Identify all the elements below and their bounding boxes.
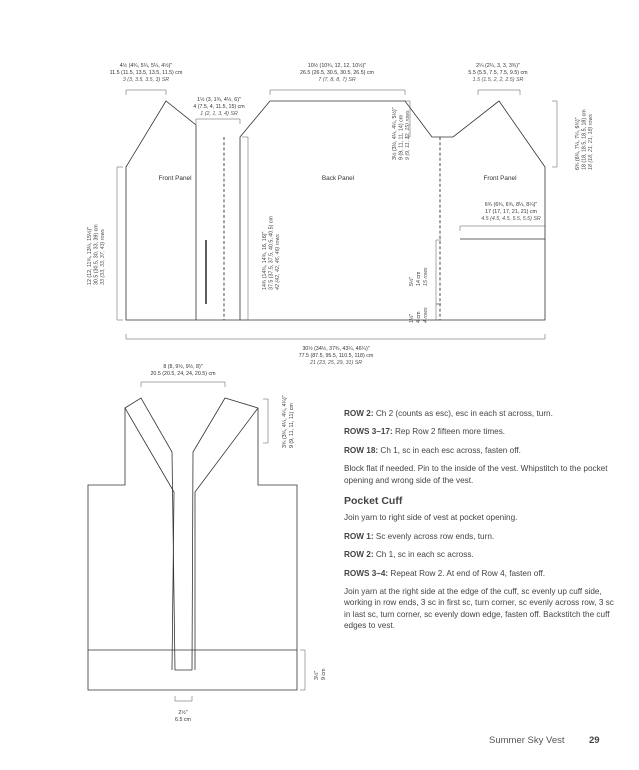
back-panel-label: Back Panel bbox=[321, 175, 355, 182]
right-height-dim-sr: 18 (18, 21, 21, 18) rows bbox=[588, 114, 594, 170]
collar-outline bbox=[88, 398, 297, 690]
dim-top-right bbox=[478, 90, 520, 95]
dim-bottom-width bbox=[126, 334, 545, 339]
top-right-dim-sr: 1.5 (1.5, 2, 2, 2.5) SR bbox=[472, 77, 524, 83]
collar-bottom-dim-in: 2½" bbox=[178, 710, 188, 716]
top-left-dim-sr: 3 (3, 3.5, 3.5, 3) SR bbox=[122, 77, 170, 83]
pocket-height-dim-sr: 15 rows bbox=[423, 267, 429, 286]
center-height-dim-in: 14¾ (14¾, 14¾, 16, 16)" bbox=[262, 231, 268, 290]
front-panel-right-label: Front Panel bbox=[483, 175, 517, 182]
collar-inner-v bbox=[125, 408, 258, 670]
instruction-rows3-17: ROWS 3–17: Rep Row 2 fifteen more times. bbox=[344, 427, 506, 437]
pocket-width-dim-sr: 4.5 (4.5, 4.5, 5.5, 5.5) SR bbox=[481, 216, 541, 222]
top-right-dim-cm: 5.5 (5.5, 7.5, 7.5, 9.5) cm bbox=[468, 70, 528, 76]
left-height-dim-sr: 33 (33, 33, 37, 43) rows bbox=[100, 229, 106, 285]
instruction-cuff-row2: ROW 2: Ch 1, sc in each sc across. bbox=[344, 550, 474, 560]
top-center-dim-sr: 7 (7, 8, 8, 7) SR bbox=[318, 77, 356, 83]
top-left-dim-in: 4½ (4¾, 5¼, 5¼, 4½)" bbox=[119, 63, 173, 69]
top-right-dim-in: 2¼ (2¼, 3, 3, 3¾)" bbox=[476, 63, 520, 69]
instruction-row2: ROW 2: Ch 2 (counts as esc), esc in each st across, turn. bbox=[344, 409, 553, 418]
top-left-dim-cm: 11.5 (11.5, 13.5, 13.5, 11.5) cm bbox=[109, 70, 183, 76]
page-number: 29 bbox=[589, 735, 600, 746]
hem-height-dim-in: 1½" bbox=[409, 313, 415, 323]
instruction-cuff-rows3-4: ROWS 3–4: Repeat Row 2. At end of Row 4, fasten off. bbox=[344, 568, 546, 578]
center-height-dim-sr: 42 (42, 42, 46, 46) rows bbox=[275, 234, 281, 290]
collar-bottom-dim-cm: 6.5 cm bbox=[175, 717, 191, 723]
dim-center-height bbox=[242, 137, 248, 320]
left-height-dim-in: 12 (12, 11¾, 13¼, 15½)" bbox=[87, 226, 93, 285]
armhole-dim-sr: 9 (9, 11, 12, 15) rows bbox=[405, 110, 411, 160]
pocket-width-dim-cm: 17 (17, 17, 21, 21) cm bbox=[485, 209, 537, 215]
armhole-dim-in: 3½ (3½, 4¼, 4¼, 5½)" bbox=[392, 107, 398, 160]
top-center-dim-in: 10½ (10¾, 12, 12, 10½)" bbox=[307, 63, 367, 69]
dim-right-height bbox=[552, 101, 557, 167]
center-height-dim-cm: 37.5 (37.5, 37.5, 40.5, 40.5) cm bbox=[268, 216, 275, 290]
hem-height-dim-cm: 4 cm bbox=[416, 311, 422, 323]
dim-top-center bbox=[270, 90, 405, 95]
vest-outline bbox=[126, 101, 545, 320]
instruction-row18: ROW 18: Ch 1, sc in each esc across, fasten off. bbox=[344, 445, 521, 455]
pocket-cuff-heading: Pocket Cuff bbox=[344, 495, 403, 508]
dim-collar-side bbox=[263, 399, 268, 443]
instruction-final: Join yarn at the right side at the edge of the cuff, sc evenly up cuff side, working in row ends, 3 sc in first sc, turn corner, sc evenly across row, 3 sc in last sc, turn corner, sc evenly down edge, fasten off. Backstitch the cuff edges to vest. bbox=[344, 587, 614, 631]
armhole-dim-cm: 9 (9, 11, 11, 14) cm bbox=[398, 114, 405, 160]
pocket-height-dim-cm: 14 cm bbox=[416, 271, 422, 286]
instructions-block bbox=[344, 408, 614, 639]
dim-left-height bbox=[117, 167, 123, 320]
bottom-width-dim-sr: 21 (23, 25, 29, 31) SR bbox=[309, 360, 363, 366]
footer-title: Summer Sky Vest bbox=[489, 735, 565, 746]
dim-pocket-width bbox=[460, 226, 545, 231]
left-height-dim-cm: 30.5 (30.5, 30, 33, 39) cm bbox=[93, 224, 100, 285]
collar-top-dim-in: 8 (8, 9½, 9½, 8)" bbox=[163, 364, 203, 370]
instruction-block: Block flat if needed. Pin to the inside of the vest. Whipstitch to the pocket opening and wrong side of the vest. bbox=[344, 464, 608, 485]
collar-side-dim-cm: 9 (9, 11, 11, 11) cm bbox=[289, 403, 295, 448]
top-left2-dim-sr: 1 (2, 1, 3, 4) SR bbox=[200, 111, 238, 117]
front-panel-left-label: Front Panel bbox=[158, 175, 192, 182]
dim-collar-bottom bbox=[175, 696, 192, 701]
top-left2-dim-cm: 4 (7.5, 4, 11.5, 15) cm bbox=[193, 104, 245, 110]
bottom-width-dim-in: 30½ (34½, 37¾, 43¼, 46¼)" bbox=[302, 346, 370, 352]
dim-collar-top bbox=[141, 382, 225, 387]
dim-collar-hem bbox=[300, 650, 305, 690]
collar-hem-dim-cm: 9 cm bbox=[321, 668, 327, 680]
collar-hem-dim-in: 3½" bbox=[314, 670, 320, 680]
collar-top-dim-cm: 20.5 (20.5, 24, 24, 20.5) cm bbox=[150, 371, 216, 377]
top-left2-dim-in: 1½ (3, 1¾, 4½, 6)" bbox=[197, 97, 241, 103]
instruction-cuff-row1: ROW 1: Sc evenly across row ends, turn. bbox=[344, 531, 495, 541]
pocket-width-dim-in: 6¾ (6¾, 6¾, 8¼, 8¼)" bbox=[484, 202, 538, 208]
instruction-join: Join yarn to right side of vest at pocket opening. bbox=[344, 513, 518, 523]
right-height-dim-in: 6¾ (6¾, 7¼, 7¼, 6¾)" bbox=[575, 117, 581, 170]
dim-top-left bbox=[126, 90, 166, 95]
right-height-dim-cm: 18 (18, 18.5, 18.5, 18) cm bbox=[581, 109, 588, 170]
bottom-width-dim-cm: 77.5 (87.5, 95.5, 110.5, 118) cm bbox=[298, 353, 374, 359]
top-center-dim-cm: 26.5 (26.5, 30.5, 30.5, 26.5) cm bbox=[300, 70, 374, 76]
dim-top-left2 bbox=[196, 119, 240, 124]
collar-side-dim-in: 3¾ (3¾, 4¼, 4¼, 4¼)" bbox=[282, 395, 288, 448]
pocket-height-dim-in: 5½" bbox=[409, 276, 415, 286]
hem-height-dim-sr: 4 rows bbox=[423, 307, 429, 323]
